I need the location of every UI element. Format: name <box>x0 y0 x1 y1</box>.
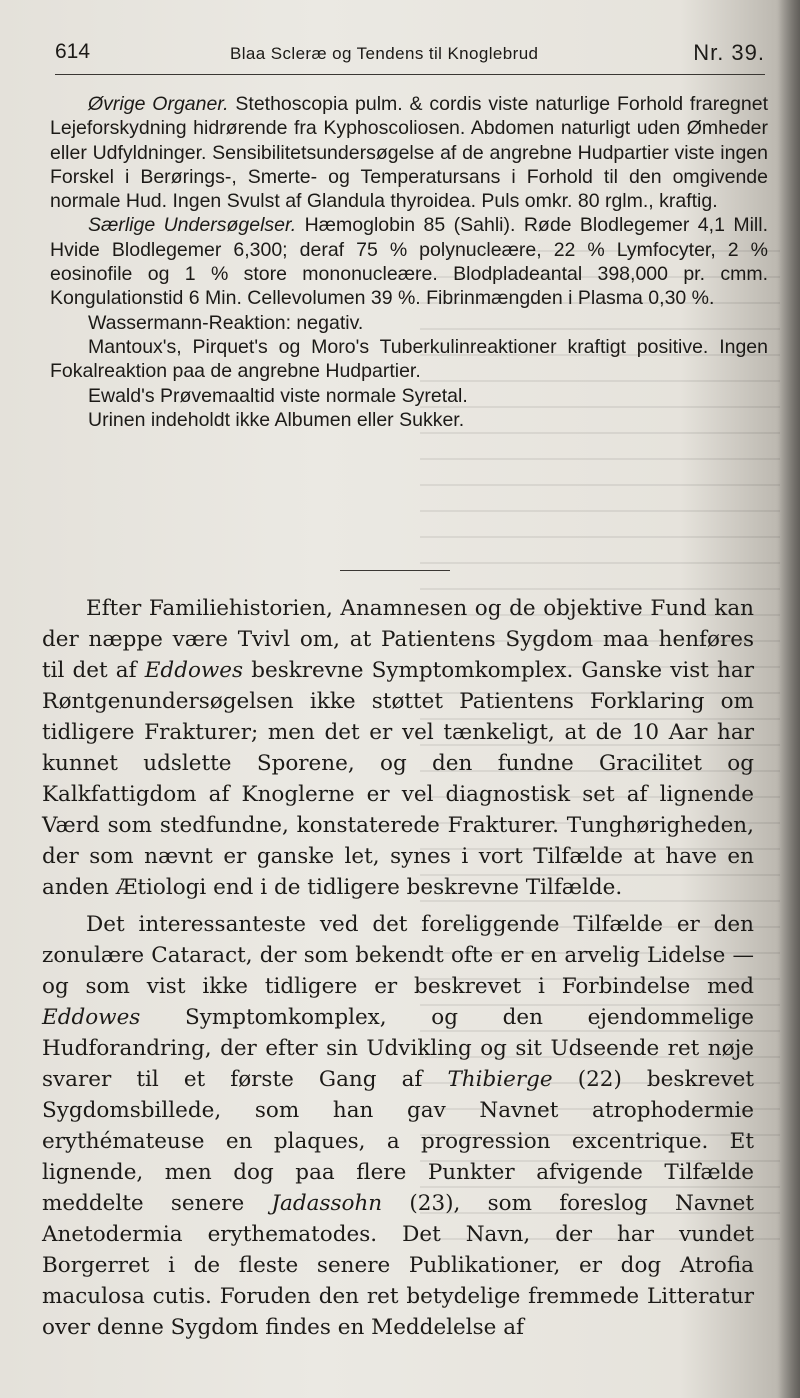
page-number: 614 <box>55 40 91 63</box>
findings-special <box>50 213 768 310</box>
p2-jadassohn: Jadassohn <box>271 1191 383 1216</box>
findings-urine: Urinen indeholdt ikke Albumen eller Sukker. <box>88 408 465 431</box>
header-rule <box>55 74 765 75</box>
discussion-paragraph-2 <box>42 909 754 1343</box>
p2-part-b: Symptomkomplex, og den ejendommelige Hudforandring, der efter sin Udvikling og sit Udseende ret nøje svarer til et første Gang af <box>42 1005 754 1092</box>
section-divider <box>340 570 450 571</box>
findings-wassermann: Wassermann-Reaktion: negativ. <box>88 311 364 334</box>
p1-part-b: beskrevne Symptomkomplex. Ganske vist har Røntgenundersøgelsen ikke støttet Patientens Forklaring om tidligere Frakturer; men det er vel tænkeligt, at de 10 Aar har kunnet udslette Sporene, og den fundne Gracilitet og Kalkfattigdom af Knoglerne er vel diagnostisk set af lignende Værd som stedfundne, konstaterede Frakturer. Tunghørigheden, der som nævnt er ganske let, synes i vort Tilfælde at have en anden Ætiologi end i de tidligere beskrevne Tilfælde. <box>42 658 754 900</box>
special-text: Hæmoglobin 85 (Sahli). Røde Blodlegemer 4,1 Mill. Hvide Blodlegemer 6,300; deraf 75 % polynucleære, 22 % Lymfocyter, 2 % eosinofile og 1 % store mononucleære. Blodpladeantal 398,000 pr. cmm. Kongulationstid 6 Min. Cellevolumen 39 %. Fibrinmængden i Plasma 0,30 %. <box>50 214 768 310</box>
findings-organs <box>50 92 768 213</box>
p1-eddowes: Eddowes <box>144 658 244 683</box>
p2-eddowes: Eddowes <box>42 1005 141 1030</box>
discussion-text <box>42 593 754 1343</box>
organs-label: Øvrige Organer. <box>88 93 229 115</box>
case-findings <box>50 92 768 432</box>
findings-ewald: Ewald's Prøvemaaltid viste normale Syretal. <box>88 384 468 407</box>
p2-part-a: Det interessanteste ved det foreliggende Tilfælde er den zonulære Cataract, der som bekendt ofte er en arvelig Lidelse — og som vist ikke tidligere er beskrevet i Forbindelse med <box>42 912 754 999</box>
p2-part-d: (23), som foreslog Navnet Anetodermia erythematodes. Det Navn, der har vundet Borgerret i de fleste senere Publikationer, er dog Atrofia maculosa cutis. Foruden den ret betydelige fremmede Litteratur over denne Sygdom findes en Meddelelse af <box>42 1191 754 1340</box>
p1-part-a: Efter Familiehistorien, Anamnesen og de objektive Fund kan der næppe være Tvivl om, at Patientens Sygdom maa henføres til det af <box>42 596 754 683</box>
special-label: Særlige Undersøgelser. <box>88 214 297 237</box>
page-header <box>55 36 765 76</box>
page-edge-shadow <box>778 0 800 1398</box>
p2-thibierge: Thibierge <box>447 1067 553 1092</box>
running-title: Blaa Scleræ og Tendens til Knoglebrud <box>230 44 539 63</box>
findings-tuberculin: Mantoux's, Pirquet's og Moro's Tuberkulinreaktioner kraftigt positive. Ingen Fokalreaktion paa de angrebne Hudpartier. <box>50 335 768 383</box>
organs-text: Stethoscopia pulm. & cordis viste naturlige Forhold fraregnet Lejeforskydning hidrørende fra Kyphoscoliosen. Abdomen naturligt uden Ømheder eller Udfyldninger. Sensibilitetsundersøgelse af de angrebne Hudpartier viste ingen Forskel i Berørings-, Smerte- og Temperatursans i Forhold til den omgivende normale Hud. Ingen Svulst af Glandula thyroidea. Puls omkr. 80 rglm., kraftig. <box>50 93 768 213</box>
discussion-paragraph-1 <box>42 593 754 903</box>
p2-part-c: (22) beskrevet Sygdomsbillede, som han gav Navnet atrophodermie erythémateuse en plaques, a progression excentrique. Et lignende, men dog paa flere Punkter afvigende Tilfælde meddelte senere <box>42 1067 754 1216</box>
issue-number: Nr. 39. <box>693 40 765 65</box>
